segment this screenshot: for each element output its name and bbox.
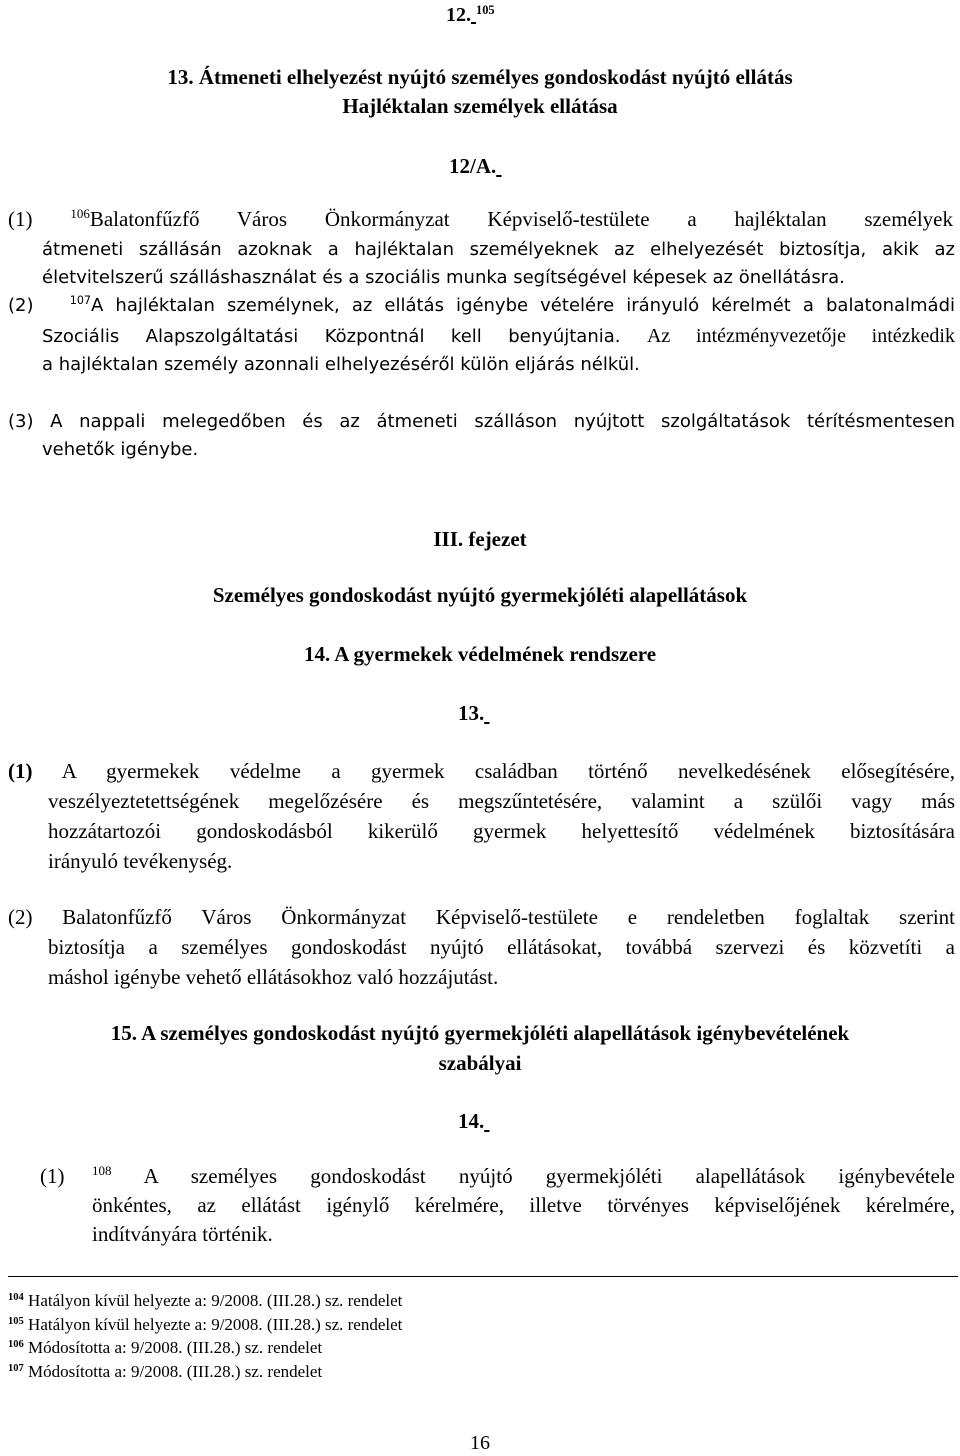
section-15-title: 15. A személyes gondoskodást nyújtó gyermekjóléti alapellátások igénybevételének szabályai [110,1021,850,1075]
paragraph-13-2: (2) Balatonfűzfő Város Önkormányzat Képviselő-testülete e rendeletben foglaltak szerint biztosítja a személyes gondoskodást nyújtó ellátásokat, továbbá szervezi és közvetíti a máshol igénybe vehető ellátásokhoz való hozzájutást. [8,905,956,989]
paragraph-12a-1: (1) $^{106}$Balatonfűzfő Város Önkormányzat Képviselő-testülete a hajléktalan személyek [8,206,954,231]
footnote-ref-106: 106 [70,206,90,222]
chapter-title: III. fejezet [433,527,527,551]
paragraph-14-1: $^{108}$ A személyes gondoskodást nyújtó gyermekjóléti alapellátások igénybevétele önkéntes, az ellátást igénylő kérelmére, illetve törvényes képviselőjének kérelmére, indítványára történik. [92,1163,955,1246]
paragraph-14-number: 14. [458,1109,485,1133]
section-13-title: 13. Átmeneti elhelyezést nyújtó személyes gondoskodást nyújtó ellátás Hajléktalan személyek ellátása [167,65,793,118]
footnote-ref-107: 107 [69,294,92,308]
section-14-title: 14. A gyermekek védelmének rendszere [303,642,657,666]
paragraph-12a-number: 12/A. [449,154,497,178]
paragraph-13-1: (1) A gyermekek védelme a gyermek családban történő nevelkedésének elősegítésére, veszélyeztetettségének megelőzésére és megszűntetésére, valamint a szülői vagy más hozzátartozói gondoskodásból kikerülő gyermek helyettesítő védelmének biztosítására irányuló tevékenység. [8,759,955,873]
footnote-106: $^{106}$ Módosította a: 9/2008. (III.28.) sz. rendelet [8,1338,323,1357]
footnote-105: $^{105}$ Hatályon kívül helyezte a: 9/2008. (III.28.) sz. rendelet [8,1315,403,1334]
paragraph-12a-2: (2) $^{107}$A hajléktalan személynek, az ellátás igénybe vételére irányuló kérelmét a balatonalmádi [8,294,955,316]
paragraph-12a-2-cont: Szociális Alapszolgáltatási Központnál kell benyújtania. Az intézményvezetője intézkedik a hajléktalan személy azonnali elhelyezéséről külön eljárás nélkül. [42,325,955,375]
paragraph-13-number: 13. [458,701,485,725]
paragraph-12a-3: (3) A nappali melegedőben és az átmeneti szálláson nyújtott szolgáltatások térítésmentesen vehetők igénybe. [8,411,955,460]
footnote-104: $^{104}$ Hatályon kívül helyezte a: 9/2008. (III.28.) sz. rendelet [8,1291,403,1310]
section-12-heading: 12. $^{105}$ [446,2,495,26]
footnote-separator [8,1276,958,1277]
footnote-107: $^{107}$ Módosította a: 9/2008. (III.28.) sz. rendelet [8,1362,323,1381]
page-number: 16 [470,1432,490,1454]
paragraph-12a-1-cont: átmeneti szállásán azoknak a hajléktalan személyeknek az elhelyezését biztosítja, akik az életvitelszerű szálláshasználat és a szociális munka segítségével képesek az önellátásra. [42,239,955,288]
chapter-subtitle: Személyes gondoskodást nyújtó gyermekjóléti alapellátások [212,583,748,607]
paragraph-14-1-label: (1) [40,1164,65,1188]
footnote-ref-108: 108 [92,1163,112,1179]
footnote-ref-105: 105 [476,2,495,17]
